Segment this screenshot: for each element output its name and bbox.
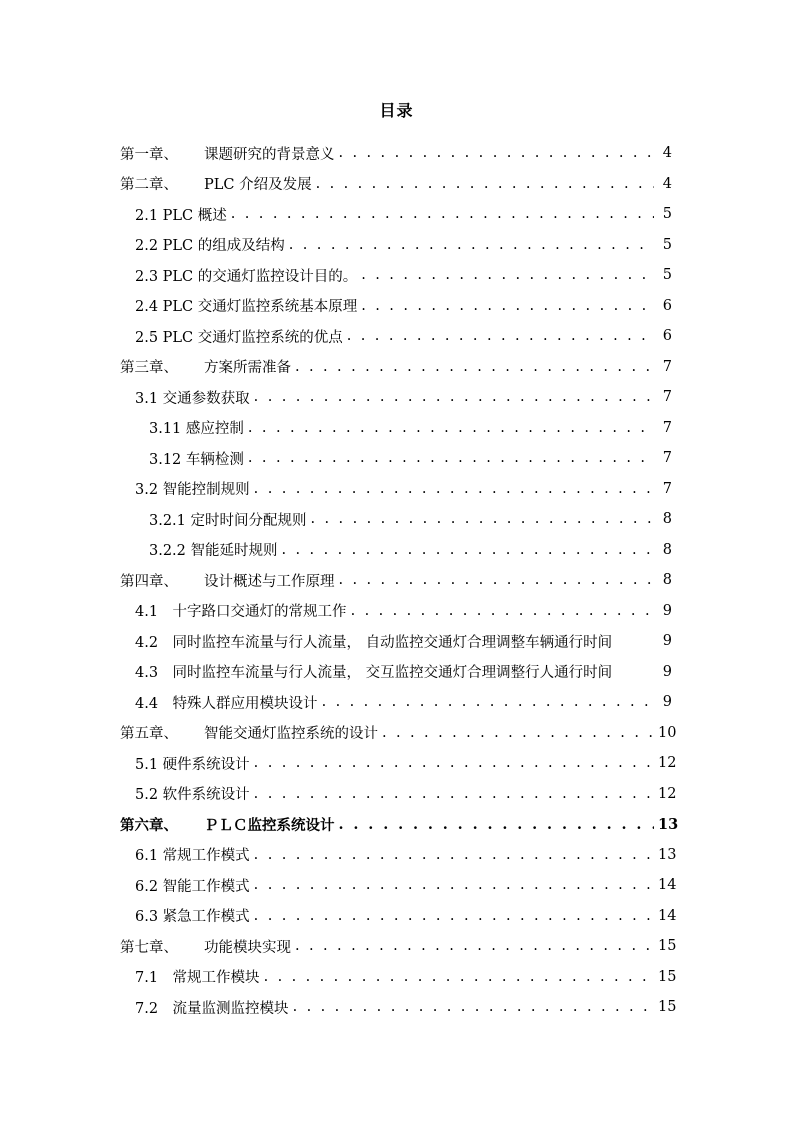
toc-page-number: 5 [662,267,672,284]
toc-page-number: 13 [658,846,677,863]
toc-entry[interactable] [0,169,793,200]
toc-entry-text: 4.1 十字路口交通灯的常规工作 [135,604,347,621]
toc-entry[interactable] [0,565,793,596]
toc-chapter-number: 第四章、 [120,573,178,590]
toc-chapter-number: 第一章、 [120,146,178,163]
toc-dot-leader [248,413,654,444]
toc-entry-text: 3.1 交通参数获取 [135,390,250,407]
toc-page-number: 7 [662,358,672,375]
toc-page-number: 9 [662,633,672,650]
toc-page-number: 8 [662,511,672,528]
toc-page-number: 7 [662,480,672,497]
toc-entry-text: 设计概述与工作原理 [204,573,335,590]
toc-entry-text: 2.3 PLC 的交通灯监控设计目的。 [135,268,358,285]
toc-entry-text: 4.4 特殊人群应用模块设计 [135,695,318,712]
toc-entry[interactable] [0,779,793,810]
toc-dot-leader [282,535,654,566]
toc-page-number: 4 [662,175,672,192]
toc-page-number: 10 [658,724,677,741]
toc-entry[interactable] [0,840,793,871]
toc-entry[interactable] [0,413,793,444]
toc-dot-leader [254,779,654,810]
toc-entry[interactable] [0,962,793,993]
toc-list [0,138,793,1023]
toc-entry-text: 3.12 车辆检测 [149,451,244,468]
toc-dot-leader [231,199,654,230]
toc-dot-leader [289,230,654,261]
toc-entry[interactable] [0,748,793,779]
toc-entry-text: ＰＬＣ监控系统设计 [204,816,335,834]
toc-entry[interactable] [0,535,793,566]
toc-dot-leader [616,657,654,688]
toc-dot-leader [316,169,654,200]
toc-entry-text: 2.5 PLC 交通灯监控系统的优点 [135,329,343,346]
toc-entry[interactable] [0,992,793,1023]
toc-dot-leader [293,992,654,1023]
toc-dot-leader [322,687,654,718]
toc-entry-text: 6.1 常规工作模式 [135,848,250,865]
toc-dot-leader [361,291,654,322]
toc-entry[interactable] [0,321,793,352]
toc-dot-leader [254,748,654,779]
toc-page-number: 13 [658,815,679,833]
toc-entry-text: 3.2.1 定时时间分配规则 [149,512,307,529]
toc-entry-text: 3.2 智能控制规则 [135,482,250,499]
toc-entry[interactable] [0,504,793,535]
toc-chapter-number: 第二章、 [120,177,178,194]
toc-page-number: 8 [662,572,672,589]
toc-title: 目录 [379,101,414,120]
toc-chapter-number: 第三章、 [120,360,178,377]
toc-entry-text: 功能模块实现 [204,939,291,956]
toc-page-number: 4 [662,145,672,162]
toc-page-number: 9 [662,694,672,711]
toc-chapter-number: 第六章、 [120,816,178,834]
toc-page-number: 7 [662,450,672,467]
toc-entry-text: 4.3 同时监控车流量与行人流量， 交互监控交通灯合理调整行人通行时间 [135,665,613,682]
toc-dot-leader [339,809,655,840]
toc-page-number: 5 [662,236,672,253]
toc-entry[interactable] [0,657,793,688]
toc-page-number: 12 [658,755,677,772]
toc-dot-leader [295,931,654,962]
toc-dot-leader [254,840,654,871]
toc-entry[interactable] [0,687,793,718]
toc-page-number: 9 [662,602,672,619]
toc-page-number: 8 [662,541,672,558]
toc-page-number: 15 [658,999,677,1016]
toc-dot-leader [254,870,654,901]
toc-dot-leader [382,718,654,749]
toc-entry[interactable] [0,931,793,962]
toc-page-number: 14 [658,907,677,924]
toc-entry-text: 7.1 常规工作模块 [135,970,260,987]
toc-entry[interactable] [0,291,793,322]
toc-page-number: 7 [662,389,672,406]
toc-dot-leader [347,321,654,352]
toc-dot-leader [254,382,654,413]
toc-page-number: 14 [658,877,677,894]
toc-entry[interactable] [0,260,793,291]
toc-page-number: 15 [658,938,677,955]
toc-dot-leader [351,596,654,627]
toc-entry-text: PLC 介绍及发展 [204,177,312,194]
toc-entry-text: 2.4 PLC 交通灯监控系统基本原理 [135,299,358,316]
toc-entry-text: 课题研究的背景意义 [204,146,335,163]
toc-entry-text: 方案所需准备 [204,360,291,377]
toc-entry-text: 5.2 软件系统设计 [135,787,250,804]
toc-chapter-number: 第五章、 [120,726,178,743]
toc-entry[interactable] [0,626,793,657]
toc-dot-leader [264,962,654,993]
toc-entry-text: 智能交通灯监控系统的设计 [204,726,378,743]
toc-entry-text: 2.1 PLC 概述 [135,207,227,224]
toc-entry-text: 6.3 紧急工作模式 [135,909,250,926]
toc-page-number: 7 [662,419,672,436]
toc-dot-leader [311,504,654,535]
toc-dot-leader [295,352,654,383]
toc-entry[interactable] [0,901,793,932]
toc-entry[interactable] [0,382,793,413]
toc-entry-text: 3.2.2 智能延时规则 [149,543,278,560]
toc-page-number: 6 [662,297,672,314]
toc-entry[interactable] [0,718,793,749]
toc-entry[interactable] [0,230,793,261]
toc-entry[interactable] [0,474,793,505]
toc-page-number: 12 [658,785,677,802]
toc-entry-text: 4.2 同时监控车流量与行人流量， 自动监控交通灯合理调整车辆通行时间 [135,634,613,651]
toc-page-number: 5 [662,206,672,223]
toc-entry-text: 3.11 感应控制 [149,421,244,438]
toc-dot-leader [248,443,654,474]
toc-dot-leader [254,474,654,505]
toc-page-number: 15 [658,968,677,985]
toc-chapter-number: 第七章、 [120,939,178,956]
toc-entry-text: 6.2 智能工作模式 [135,878,250,895]
toc-entry[interactable] [0,443,793,474]
toc-entry[interactable] [0,870,793,901]
toc-entry[interactable] [0,138,793,169]
toc-dot-leader [616,626,654,657]
toc-entry-text: 7.2 流量监测监控模块 [135,1000,289,1017]
toc-dot-leader [339,138,655,169]
toc-page-number: 6 [662,328,672,345]
toc-dot-leader [361,260,654,291]
toc-entry[interactable] [0,809,793,840]
toc-entry[interactable] [0,596,793,627]
toc-dot-leader [339,565,655,596]
toc-entry-text: 5.1 硬件系统设计 [135,756,250,773]
toc-dot-leader [254,901,654,932]
toc-entry-text: 2.2 PLC 的组成及结构 [135,238,285,255]
toc-page-number: 9 [662,663,672,680]
toc-entry[interactable] [0,199,793,230]
toc-entry[interactable] [0,352,793,383]
